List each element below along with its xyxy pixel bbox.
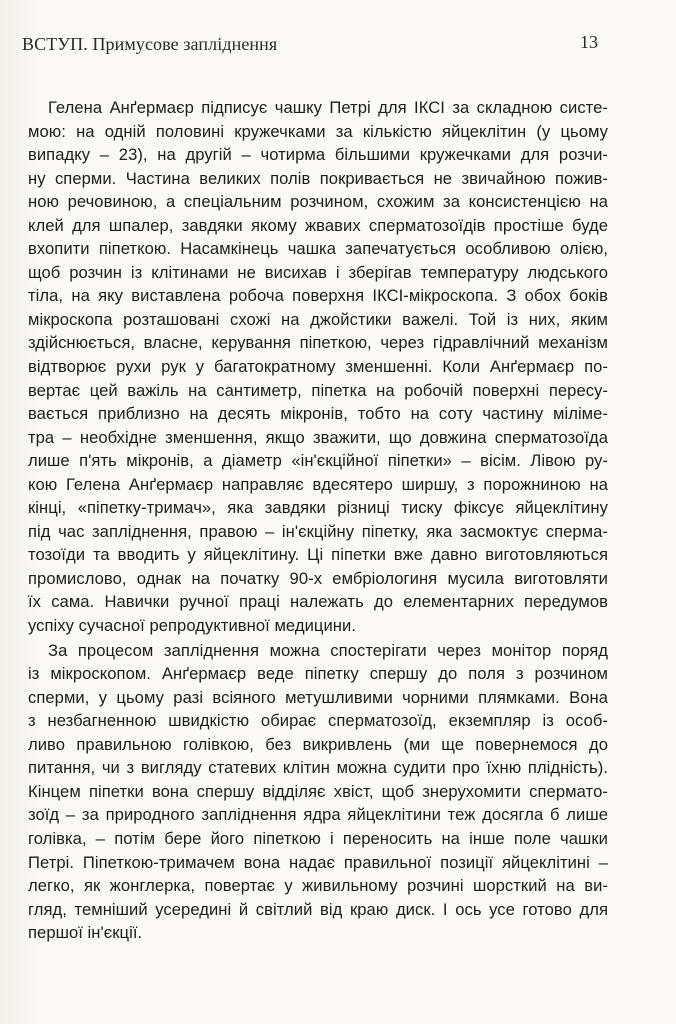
text-line: першої ін'єкції. bbox=[28, 923, 143, 943]
text-line: з незбагненною швидкістю обирає сперматозоїд, екземпляр із особ- bbox=[28, 711, 608, 731]
body-text bbox=[28, 96, 608, 945]
text-line: зоїд – за природного запліднення ядра яйцеклітини теж досягла б лише bbox=[28, 805, 608, 825]
text-line: відтворює рухи рук у багатократному зменшенні. Коли Анґермаєр по- bbox=[28, 357, 608, 377]
text-line: їх сама. Навички ручної праці належать до елементарних передумов bbox=[28, 592, 608, 612]
text-line: ною речовиною, а спеціальним розчином, схожим за консистенцією на bbox=[28, 192, 608, 212]
text-line: питання, чи з вигляду статевих клітин можна судити про їхню плідність). bbox=[28, 758, 608, 778]
text-line: голівка, – потім бере його піпеткою і переносить на інше поле чашки bbox=[28, 828, 608, 848]
text-line: успіху сучасної репродуктивної медицини. bbox=[28, 616, 356, 636]
text-line: вертає цей важіль на сантиметр, піпетка на робочій поверхні пересу- bbox=[28, 380, 608, 400]
text-line: сперми, у цьому разі всіяного метушливими чорними плямками. Вона bbox=[28, 687, 608, 707]
text-line: щоб розчин із клітинами не висихав і зберігав температуру людського bbox=[28, 262, 608, 282]
text-line: Кінцем піпетки вона спершу відділяє хвіст, щоб знерухомити сперматo- bbox=[28, 781, 608, 801]
text-line: тозоїди та вводить у яйцеклітину. Ці піпетки вже давно виготовляються bbox=[28, 545, 608, 565]
text-line: мікроскопа розташовані схожі на джойстики важелі. Той із них, яким bbox=[28, 309, 608, 329]
text-line: ливо правильною голівкою, без викривлень (ми ще повернемося до bbox=[28, 734, 608, 754]
text-line: випадку – 23), на другій – чотирма більшими кружечками для розчи- bbox=[28, 145, 608, 165]
text-line: ну сперми. Частина великих полів покривається не звичайною пожив- bbox=[28, 168, 608, 188]
text-line: кінці, «піпетку-тримач», яка завдяки різниці тиску фіксує яйцеклітину bbox=[28, 498, 608, 518]
text-line: Гелена Анґермаєр підписує чашку Петрі для ІКСІ за складною систе- bbox=[48, 98, 608, 117]
paragraph-1 bbox=[28, 96, 608, 638]
text-line: здійснюється, власне, керування піпеткою, через гідравлічний механізм bbox=[28, 333, 608, 353]
text-line: із мікроскопом. Анґермаєр веде піпетку спершу до поля з розчином bbox=[28, 664, 608, 684]
text-line: За процесом запліднення можна спостерігати через монітор поряд bbox=[48, 640, 608, 660]
text-line: лише п'ять мікронів, а діаметр «ін'єкційної піпетки» – вісім. Лівою ру- bbox=[28, 451, 608, 471]
text-line: кою Гелена Анґермаєр направляє вдесятеро ширшу, з порожниною на bbox=[28, 474, 608, 494]
text-line: вхопити піпеткою. Насамкінець чашка запечатується особливою олією, bbox=[28, 239, 608, 259]
page-number: 13 bbox=[580, 32, 598, 52]
text-line: мою: на одній половині кружечками за кількістю яйцеклітин (у цьому bbox=[28, 121, 608, 141]
running-title: ВСТУП. Примусове запліднення bbox=[22, 34, 278, 54]
text-line: легко, як жонглерка, повертає у живильному розчині шорсткий на ви- bbox=[28, 876, 608, 896]
text-line: Петрі. Піпеткою-тримачем вона надає правильної позиції яйцеклітині – bbox=[28, 852, 608, 872]
text-line: клей для шпалер, завдяки якому жвавих сперматозоїдів простіше буде bbox=[28, 215, 608, 235]
text-line: тіла, на яку виставлена робоча поверхня ІКСІ-мікроскопа. З обох боків bbox=[28, 286, 608, 306]
text-line: тра – необхідне зменшення, якщо зважити, що довжина сперматозоїда bbox=[28, 427, 608, 447]
text-line: під час запліднення, правою – ін'єкційну піпетку, яка засмоктує сперма- bbox=[28, 521, 608, 541]
text-line: промислово, однак на початку 90-х ембріологиня мусила виготовляти bbox=[28, 568, 608, 588]
text-line: вається приблизно на десять мікронів, тобто на соту частину міліме- bbox=[28, 404, 608, 424]
text-line: гляд, темніший усередині й світлий від краю диск. І ось усе готово для bbox=[28, 899, 608, 919]
paragraph-2 bbox=[28, 639, 608, 945]
